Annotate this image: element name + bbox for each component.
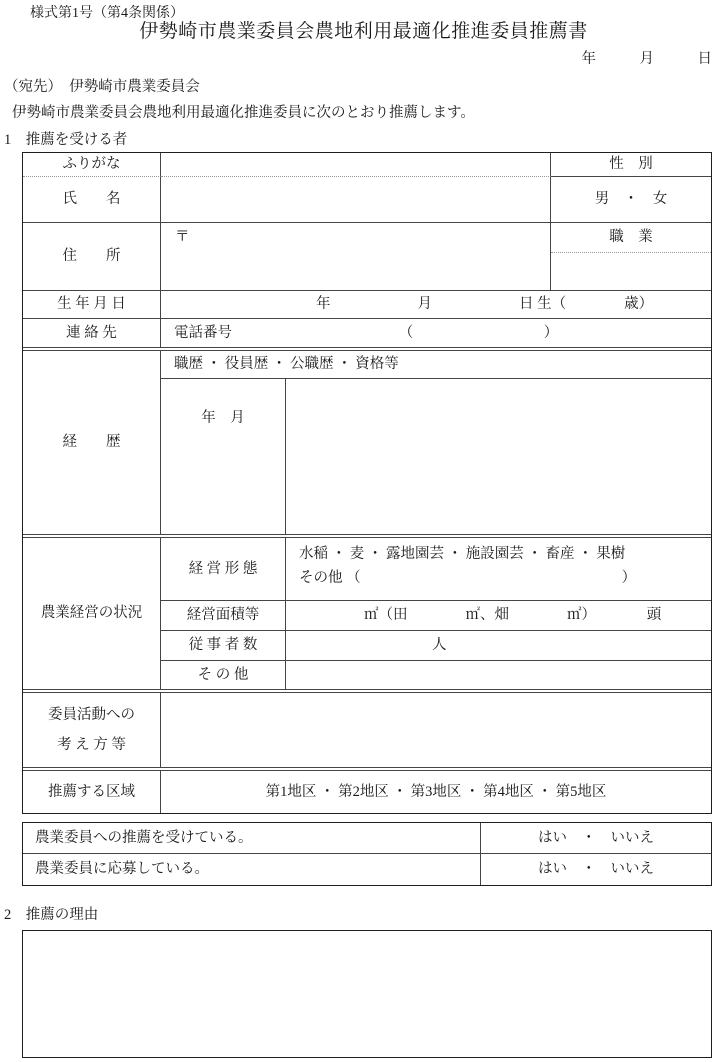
- career-input-area[interactable]: [286, 379, 711, 534]
- birthdate-label: 生 年 月 日: [23, 291, 161, 319]
- workers-row: [161, 631, 711, 661]
- postal-mark: 〒: [175, 229, 190, 245]
- furigana-label: ふりがな: [23, 153, 161, 177]
- furigana-row: [23, 153, 711, 177]
- other-input-area[interactable]: [286, 661, 711, 689]
- activity-row: [23, 693, 711, 767]
- address-row: [23, 223, 711, 291]
- address-input-area[interactable]: [161, 223, 551, 291]
- district-label: 推薦する区域: [23, 771, 161, 813]
- contact-label: 連 絡 先: [23, 319, 161, 347]
- activity-label: [23, 693, 161, 767]
- gender-label: 性 別: [551, 153, 711, 177]
- name-label: 氏 名: [23, 177, 161, 223]
- status-row-2: [23, 854, 711, 885]
- name-input-area[interactable]: [161, 177, 551, 223]
- form-number: 様式第1号（第4条関係）: [30, 6, 184, 21]
- workers-input-area[interactable]: 人: [432, 637, 447, 654]
- district-row: [23, 771, 711, 813]
- area-row: [161, 601, 711, 631]
- contact-row: [23, 319, 711, 347]
- address-label: 住 所: [23, 223, 161, 291]
- activity-label-line1: 委員活動への: [48, 707, 135, 723]
- mgmt-form-options-area: [286, 538, 711, 600]
- mgmt-form-options: 水稲 ・ 麦 ・ 露地園芸 ・ 施設園芸 ・ 畜産 ・ 果樹: [299, 546, 626, 562]
- activity-label-line2: 考 え 方 等: [57, 737, 126, 753]
- career-block: [23, 351, 711, 534]
- furigana-input-area[interactable]: [161, 153, 551, 177]
- farming-block: [23, 538, 711, 689]
- workers-label: 従 事 者 数: [161, 631, 286, 660]
- mgmt-form-row: [161, 538, 711, 601]
- farming-area: [161, 538, 711, 689]
- recommendee-table: [22, 152, 712, 814]
- district-options: 第1地区 ・ 第2地区 ・ 第3地区 ・ 第4地区 ・ 第5地区: [265, 783, 607, 800]
- phone-input-area[interactable]: 電話番号 （ ）: [174, 324, 559, 341]
- career-body: [161, 379, 711, 534]
- status-row-1: [23, 823, 711, 854]
- status-question-1: 農業委員への推薦を受けている。: [35, 829, 253, 846]
- status-question-2: 農業委員に応募している。: [35, 861, 209, 878]
- mgmt-form-label: 経 営 形 態: [161, 538, 286, 600]
- area-input-area[interactable]: ㎡（田 ㎡、畑 ㎡） 頭: [364, 607, 662, 624]
- status-answer-1: はい ・ いいえ: [480, 823, 711, 853]
- career-header: 職歴 ・ 役員歴 ・ 公職歴 ・ 資格等: [161, 351, 711, 379]
- farming-label: 農業経営の状況: [23, 538, 161, 689]
- mgmt-form-other[interactable]: その他 （ ）: [299, 570, 637, 587]
- birthdate-row: [23, 291, 711, 319]
- reason-input-area[interactable]: [22, 930, 712, 1058]
- gender-options: 男 ・ 女: [551, 177, 711, 223]
- intro-sentence: 伊勢崎市農業委員会農地利用最適化推進委員に次のとおり推薦します。: [12, 105, 475, 121]
- occupation-input-area[interactable]: [551, 253, 711, 290]
- other-row: [161, 661, 711, 689]
- area-label: 経営面積等: [161, 601, 286, 630]
- date-line: 年 月 日: [581, 51, 712, 67]
- page-title: 伊勢崎市農業委員会農地利用最適化推進委員推薦書: [139, 21, 588, 42]
- section2-heading: 2 推薦の理由: [4, 907, 99, 923]
- addressee-line: （宛先） 伊勢崎市農業委員会: [4, 79, 200, 95]
- section1-heading: 1 推薦を受ける者: [4, 132, 128, 148]
- occupation-label: 職 業: [551, 223, 711, 253]
- birthdate-input-area[interactable]: 年 月 日 生（ 歳）: [161, 291, 711, 319]
- name-row: [23, 177, 711, 223]
- occupation-column: [551, 223, 711, 291]
- activity-input-area[interactable]: [161, 693, 711, 767]
- status-answer-2: はい ・ いいえ: [480, 854, 711, 885]
- other-label: そ の 他: [161, 661, 286, 689]
- status-table: [22, 822, 712, 886]
- career-yearmonth-header: 年 月: [161, 379, 286, 534]
- career-label: 経 歴: [23, 351, 161, 534]
- career-area: [161, 351, 711, 534]
